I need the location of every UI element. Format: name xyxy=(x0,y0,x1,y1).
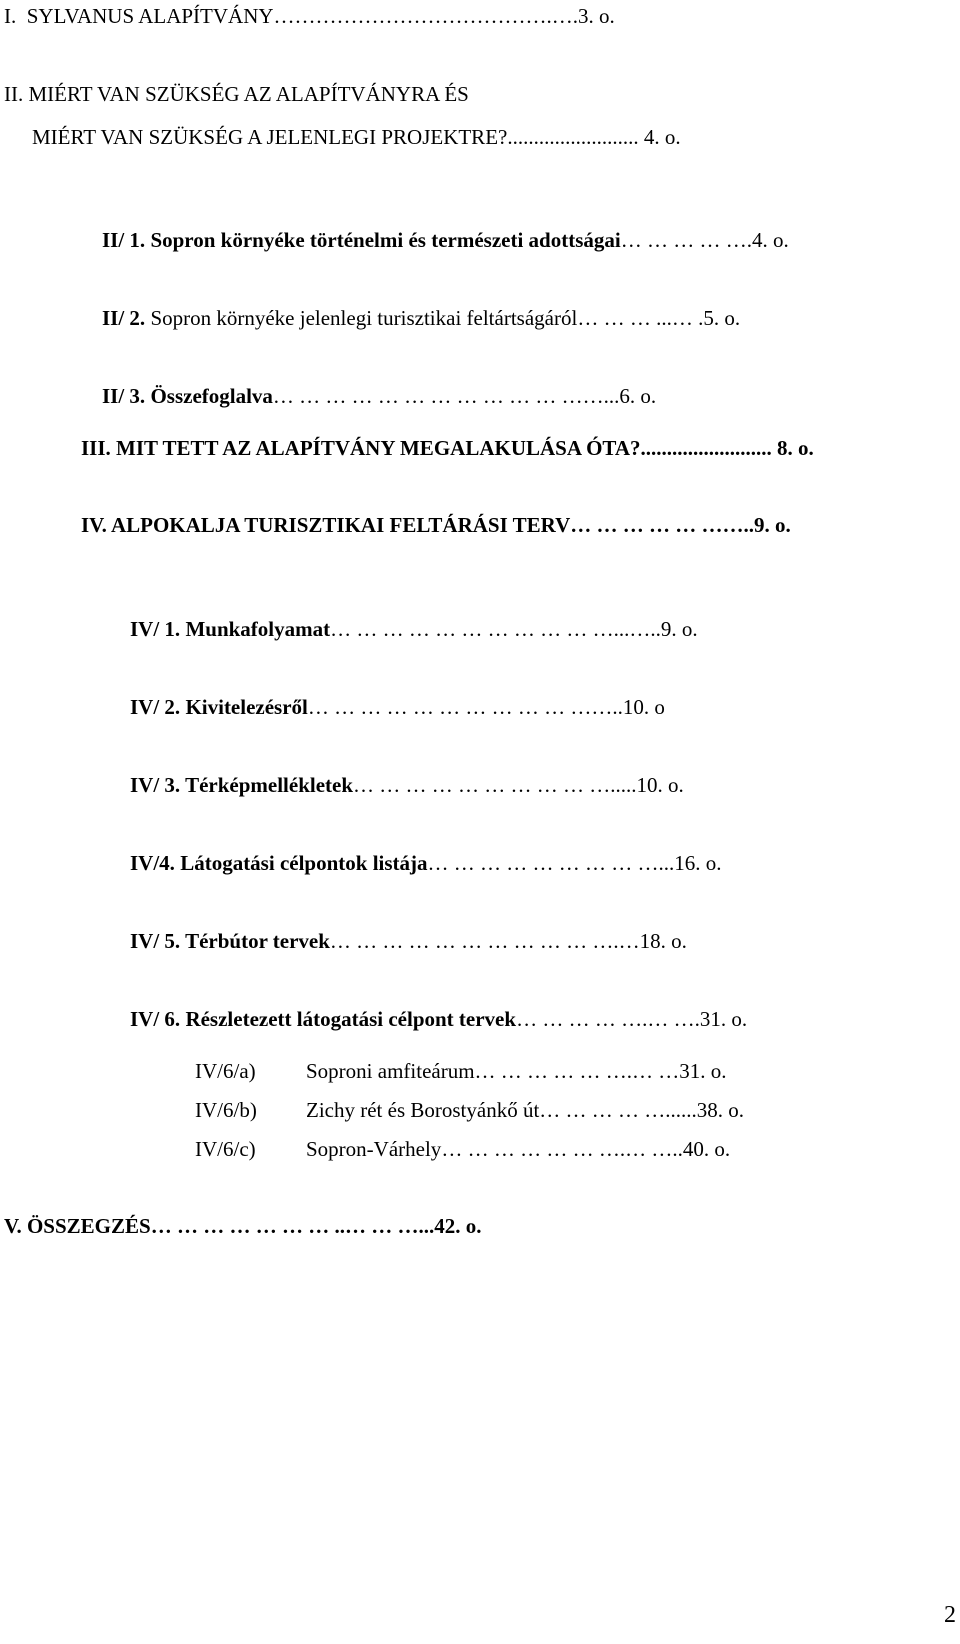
toc-entry-code: IV/ 5. xyxy=(130,929,181,953)
toc-entry-code: IV/ 6. xyxy=(130,1007,181,1031)
toc-entry-ii-line2: MIÉRT VAN SZÜKSÉG A JELENLEGI PROJEKTRE?......................... 4. o. xyxy=(32,125,681,149)
toc-entry-leader: … … … … … … … … … … … ……...6. o. xyxy=(272,384,657,408)
toc-entry-iv-3 xyxy=(109,746,684,824)
toc-entry-title: Sopron környéke történelmi és természeti adottságai xyxy=(150,228,621,252)
toc-entry-ii-1 xyxy=(81,201,789,279)
toc-entry-title-with-leader xyxy=(306,1058,727,1084)
toc-entry-leader: … … … … … … … … … … ….…18. o. xyxy=(329,929,687,953)
toc-entry-leader: … … … ...… .5. o. xyxy=(577,306,741,330)
page-number: 2 xyxy=(944,1602,956,1628)
toc-entry-ii-2 xyxy=(81,279,740,357)
toc-entry-iv-5 xyxy=(109,902,687,980)
toc-entry-iv-2 xyxy=(109,668,665,746)
toc-entry-code: II/ 2. xyxy=(102,306,146,330)
toc-entry-code: II/ 1. xyxy=(102,228,146,252)
toc-entry-title: Összefoglalva xyxy=(150,384,273,408)
toc-entry-leader: … … … … ….4. o. xyxy=(620,228,789,252)
toc-entry-code: IV/6/c) xyxy=(195,1137,256,1161)
toc-entry-ii-3 xyxy=(81,357,656,435)
toc-entry-title: Munkafolyamat xyxy=(185,617,331,641)
toc-entry-title: Látogatási célpontok listája xyxy=(180,851,428,875)
toc-entry-title: Soproni amfiteárum xyxy=(306,1059,475,1083)
toc-entry-code: IV/ 3. xyxy=(130,773,181,797)
toc-entry-title-with-leader xyxy=(306,1136,730,1162)
toc-entry-title: Sopron-Várhely xyxy=(306,1137,442,1161)
toc-entry-title: Térképmellékletek xyxy=(185,773,354,797)
toc-entry-iv-6 xyxy=(109,980,747,1058)
toc-entry-code: IV/6/b) xyxy=(195,1098,257,1122)
toc-entry-code: IV/ 2. xyxy=(130,695,181,719)
toc-entry-title: Zichy rét és Borostyánkő út xyxy=(306,1098,540,1122)
toc-entry-title: Kivitelezésről xyxy=(185,695,308,719)
toc-entry-leader: … … … … … ….… …31. o. xyxy=(474,1059,727,1083)
toc-entry-leader: … … … … …......38. o. xyxy=(539,1098,745,1122)
toc-entry-title: Részletezett látogatási célpont tervek xyxy=(185,1007,517,1031)
toc-entry-title-with-leader xyxy=(306,1097,744,1123)
toc-entry-leader: … … … … … … ….… …..40. o. xyxy=(441,1137,731,1161)
toc-entry-code: IV/4. xyxy=(130,851,175,875)
toc-entry-leader: … … … … … … … … … … …...…..9. o. xyxy=(330,617,698,641)
toc-entry-iv-4 xyxy=(109,824,722,902)
toc-entry-code: IV/ 1. xyxy=(130,617,181,641)
toc-entry-iv: IV. ALPOKALJA TURISZTIKAI FELTÁRÁSI TERV… … … … … ……..9. o. xyxy=(81,513,791,537)
toc-entry-iv-1 xyxy=(109,590,698,668)
toc-entry-title: Sopron környéke jelenlegi turisztikai feltártságáról xyxy=(150,306,578,330)
toc-entry-code: II/ 3. xyxy=(102,384,146,408)
toc-entry-ii-line1: II. MIÉRT VAN SZÜKSÉG AZ ALAPÍTVÁNYRA ÉS xyxy=(4,82,469,106)
toc-entry-title: Térbútor tervek xyxy=(185,929,330,953)
toc-entry-code: IV/6/a) xyxy=(195,1059,256,1083)
toc-entry-leader: … … … … … … … … … ….....10. o. xyxy=(353,773,684,797)
toc-entry-leader: … … … … … … … … …...16. o. xyxy=(427,851,722,875)
toc-entry-v: V. ÖSSZEGZÉS… … … … … … … ..… … …...42. o. xyxy=(4,1214,482,1238)
toc-entry-leader: … … … … … … … … … … ……..10. o xyxy=(307,695,665,719)
toc-entry-i: I. SYLVANUS ALAPÍTVÁNY………………………………….….3. o. xyxy=(4,4,615,28)
toc-entry-iii: III. MIT TETT AZ ALAPÍTVÁNY MEGALAKULÁSA ÓTA?......................... 8. o. xyxy=(81,436,814,460)
toc-entry-leader: … … … … ….… ….31. o. xyxy=(516,1007,748,1031)
